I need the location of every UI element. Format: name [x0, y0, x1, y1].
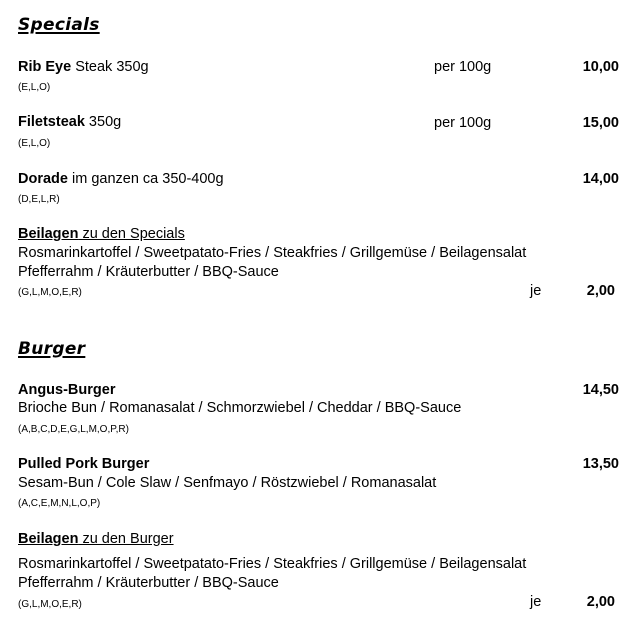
sides-title-specials: [18, 226, 185, 243]
sides-title-burger: [18, 531, 174, 548]
sides-je: je: [530, 594, 542, 610]
specials-heading: Specials: [18, 15, 100, 35]
item-price: 14,00: [582, 171, 619, 187]
sides-allergens: (G,L,M,O,E,R): [18, 599, 82, 610]
menu-item-dorade: [18, 171, 224, 188]
item-description: Steak 350g: [71, 59, 149, 75]
item-description: 350g: [84, 114, 122, 130]
item-allergens: (E,L,O): [18, 82, 51, 93]
menu-item-pulled-pork-burger: Pulled Pork Burger: [18, 456, 150, 472]
sides-price: 2,00: [586, 594, 615, 610]
sides-price: 2,00: [586, 283, 615, 299]
sides-line-1: Rosmarinkartoffel / Sweetpatato-Fries / Steakfries / Grillgemüse / Beilagensalat: [18, 245, 527, 261]
item-unit: per 100g: [434, 115, 492, 131]
item-allergens: (E,L,O): [18, 138, 51, 149]
item-allergens: (A,C,E,M,N,L,O,P): [18, 498, 101, 509]
sides-title-bold: Beilagen: [18, 226, 79, 242]
menu-item-rib-eye: [18, 59, 149, 76]
item-name: Filetsteak: [18, 114, 85, 130]
item-name: Dorade: [18, 171, 68, 187]
item-description: Brioche Bun / Romanasalat / Schmorzwiebel / Cheddar / BBQ-Sauce: [18, 400, 462, 416]
sides-je: je: [530, 283, 542, 299]
sides-title-bold: Beilagen: [18, 531, 79, 547]
item-price: 13,50: [582, 456, 619, 472]
sides-line-1: Rosmarinkartoffel / Sweetpatato-Fries / Steakfries / Grillgemüse / Beilagensalat: [18, 556, 527, 572]
item-allergens: (A,B,C,D,E,G,L,M,O,P,R): [18, 424, 129, 435]
item-price: 14,50: [582, 382, 619, 398]
sides-line-2: Pfefferrahm / Kräuterbutter / BBQ-Sauce: [18, 264, 279, 280]
sides-title-rest: zu den Specials: [78, 226, 185, 242]
item-description: im ganzen ca 350-400g: [67, 171, 224, 187]
burger-heading: Burger: [18, 339, 86, 359]
sides-title-rest: zu den Burger: [78, 531, 174, 547]
item-price: 10,00: [582, 59, 619, 75]
item-price: 15,00: [582, 115, 619, 131]
sides-allergens: (G,L,M,O,E,R): [18, 287, 82, 298]
item-description: Sesam-Bun / Cole Slaw / Senfmayo / Röstzwiebel / Romanasalat: [18, 475, 437, 491]
item-unit: per 100g: [434, 59, 492, 75]
menu-item-angus-burger: Angus-Burger: [18, 382, 116, 398]
sides-line-2: Pfefferrahm / Kräuterbutter / BBQ-Sauce: [18, 575, 279, 591]
menu-item-filetsteak: [18, 114, 121, 131]
item-allergens: (D,E,L,R): [18, 194, 60, 205]
item-name: Rib Eye: [18, 59, 72, 75]
